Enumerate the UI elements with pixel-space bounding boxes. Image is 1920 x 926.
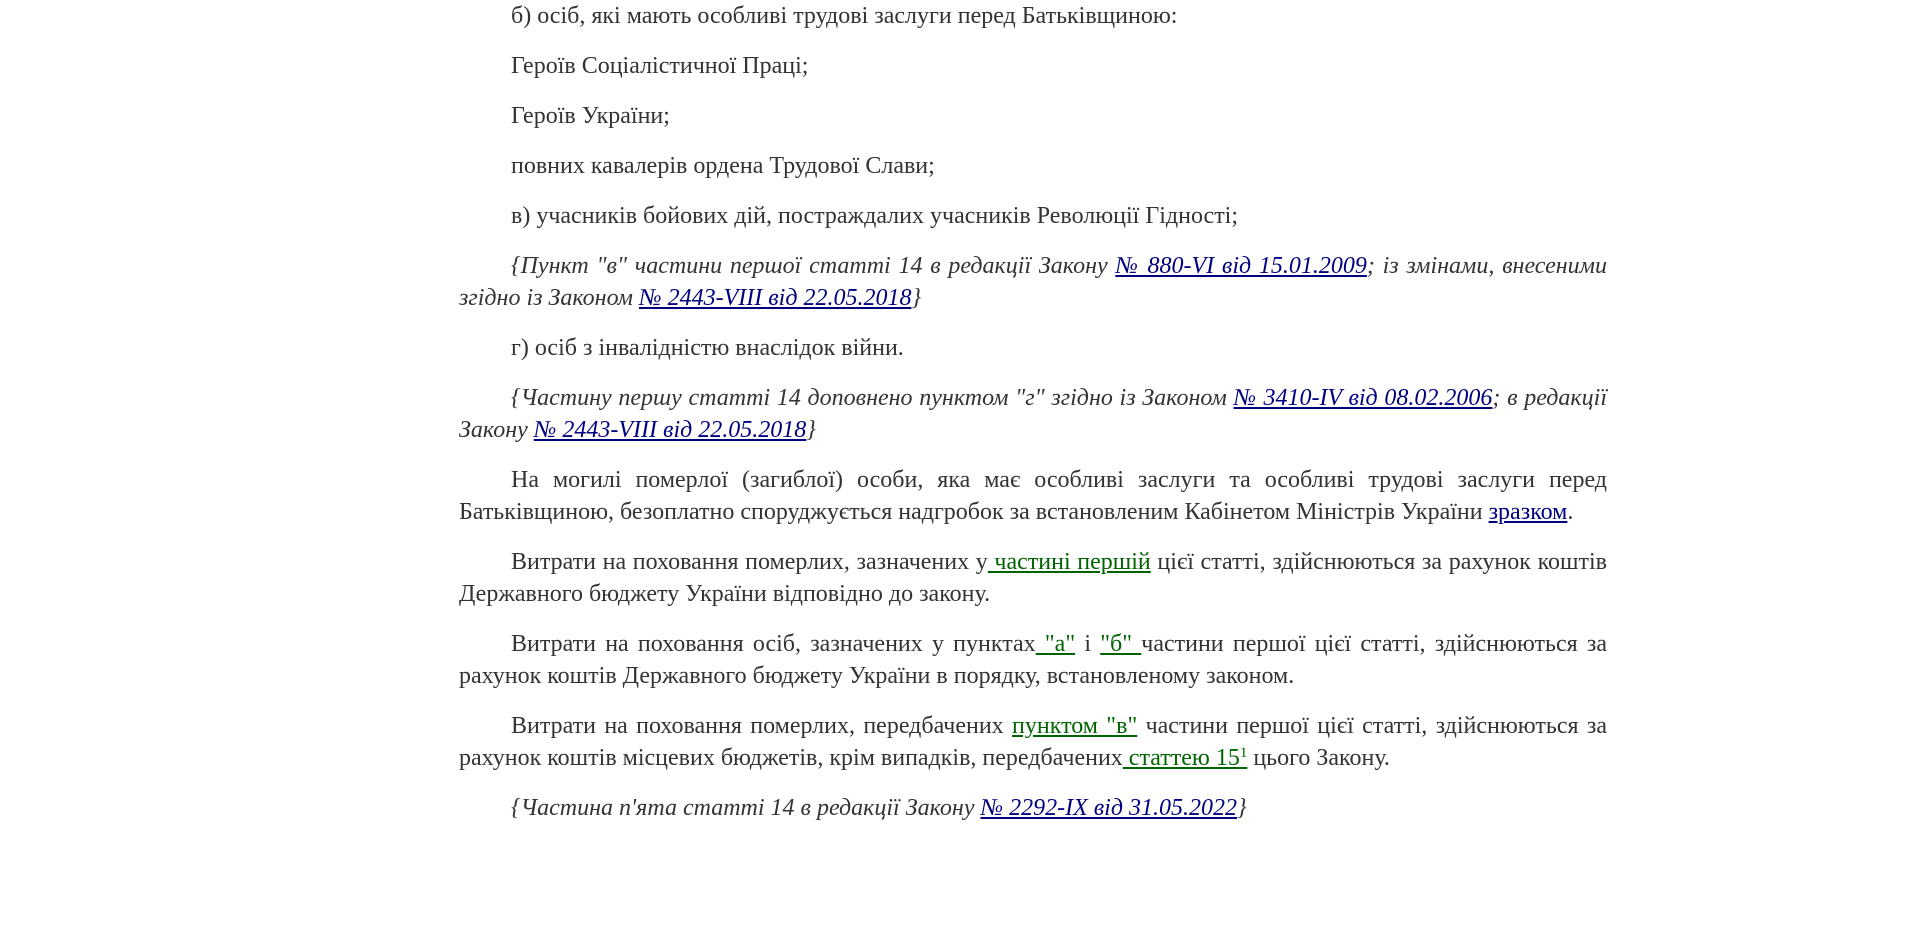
paragraph-tombstone [459,464,1607,528]
law-link-2443-viii[interactable]: № 2443-VIII від 22.05.2018 [533,417,807,443]
law-link-2292-ix[interactable]: № 2292-IX від 31.05.2022 [980,795,1237,821]
note-text: ; в редакції Закону [459,385,1607,443]
paragraph-text: частини першої цієї статті, здійснюються за рахунок коштів місцевих бюджетів, крім випадків, передбачених [459,713,1607,771]
paragraph-text: і [1075,631,1101,657]
amendment-note-part-five [459,792,1607,824]
law-document-body [459,0,1607,842]
note-text: ; із змінами, внесеними згідно із Законом [459,253,1607,311]
article-superscript: 1 [1239,745,1248,761]
law-link-880-vi[interactable]: № 880-VI від 15.01.2009 [1115,253,1367,279]
note-text: } [1236,795,1247,821]
amendment-note-item-v [459,250,1607,314]
paragraph-text: Витрати на поховання осіб, зазначених у пунктах [511,631,1036,657]
paragraph-burial-costs-part-one [459,546,1607,610]
item-a-link[interactable]: "а" [1035,631,1076,657]
paragraph-text: частини першої цієї статті, здійснюються за рахунок коштів Державного бюджету України в порядку, встановленому законом. [459,631,1608,689]
law-link-2443-viii[interactable]: № 2443-VIII від 22.05.2018 [638,285,912,311]
paragraph-burial-costs-items-a-b [459,628,1607,692]
article-15-1-link[interactable] [1123,745,1248,771]
paragraph-item-v: в) учасників бойових дій, постраждалих учасників Революції Гідності; [511,203,1239,229]
paragraph-item-b: б) осіб, які мають особливі трудові заслуги перед Батьківщиною: [511,3,1178,29]
note-text: {Частину першу статті 14 доповнено пунктом "г" згідно із Законом [511,385,1234,411]
law-link-3410-iv[interactable]: № 3410-IV від 08.02.2006 [1233,385,1493,411]
paragraph-labour-glory-cavaliers: повних кавалерів ордена Трудової Слави; [511,153,935,179]
note-text: {Пункт "в" частини першої статті 14 в редакції Закону [511,253,1116,279]
note-text: } [806,417,816,443]
item-b-link[interactable]: "б" [1100,631,1142,657]
paragraph-text: цього Закону. [1247,745,1390,771]
paragraph-burial-costs-item-v [459,710,1607,774]
amendment-note-item-g [459,382,1607,446]
part-one-link[interactable]: частині першій [987,549,1151,575]
paragraph-text: Витрати на поховання померлих, зазначених у [511,549,988,575]
article-15-1-label: статтею 15 [1122,745,1240,771]
note-text: {Частина п'ята статті 14 в редакції Закону [511,795,981,821]
paragraph-heroes-socialist-labour: Героїв Соціалістичної Праці; [511,53,809,79]
paragraph-text: На могилі померлої (загиблої) особи, яка має особливі заслуги та особливі трудові заслуги перед Батьківщиною, безоплатно споруджується надгробок за встановленим Кабінетом Міністрів України [459,467,1607,525]
note-text: } [911,285,922,311]
sample-link[interactable]: зразком [1488,499,1568,525]
paragraph-text: . [1567,499,1574,525]
paragraph-text: цієї статті, здійснюються за рахунок коштів Державного бюджету України відповідно до закону. [459,549,1607,607]
paragraph-text: Витрати на поховання померлих, передбачених [511,713,1013,739]
item-v-link[interactable]: пунктом "в" [1012,713,1138,739]
paragraph-heroes-ukraine: Героїв України; [511,103,670,129]
paragraph-item-g: г) осіб з інвалідністю внаслідок війни. [511,335,904,361]
